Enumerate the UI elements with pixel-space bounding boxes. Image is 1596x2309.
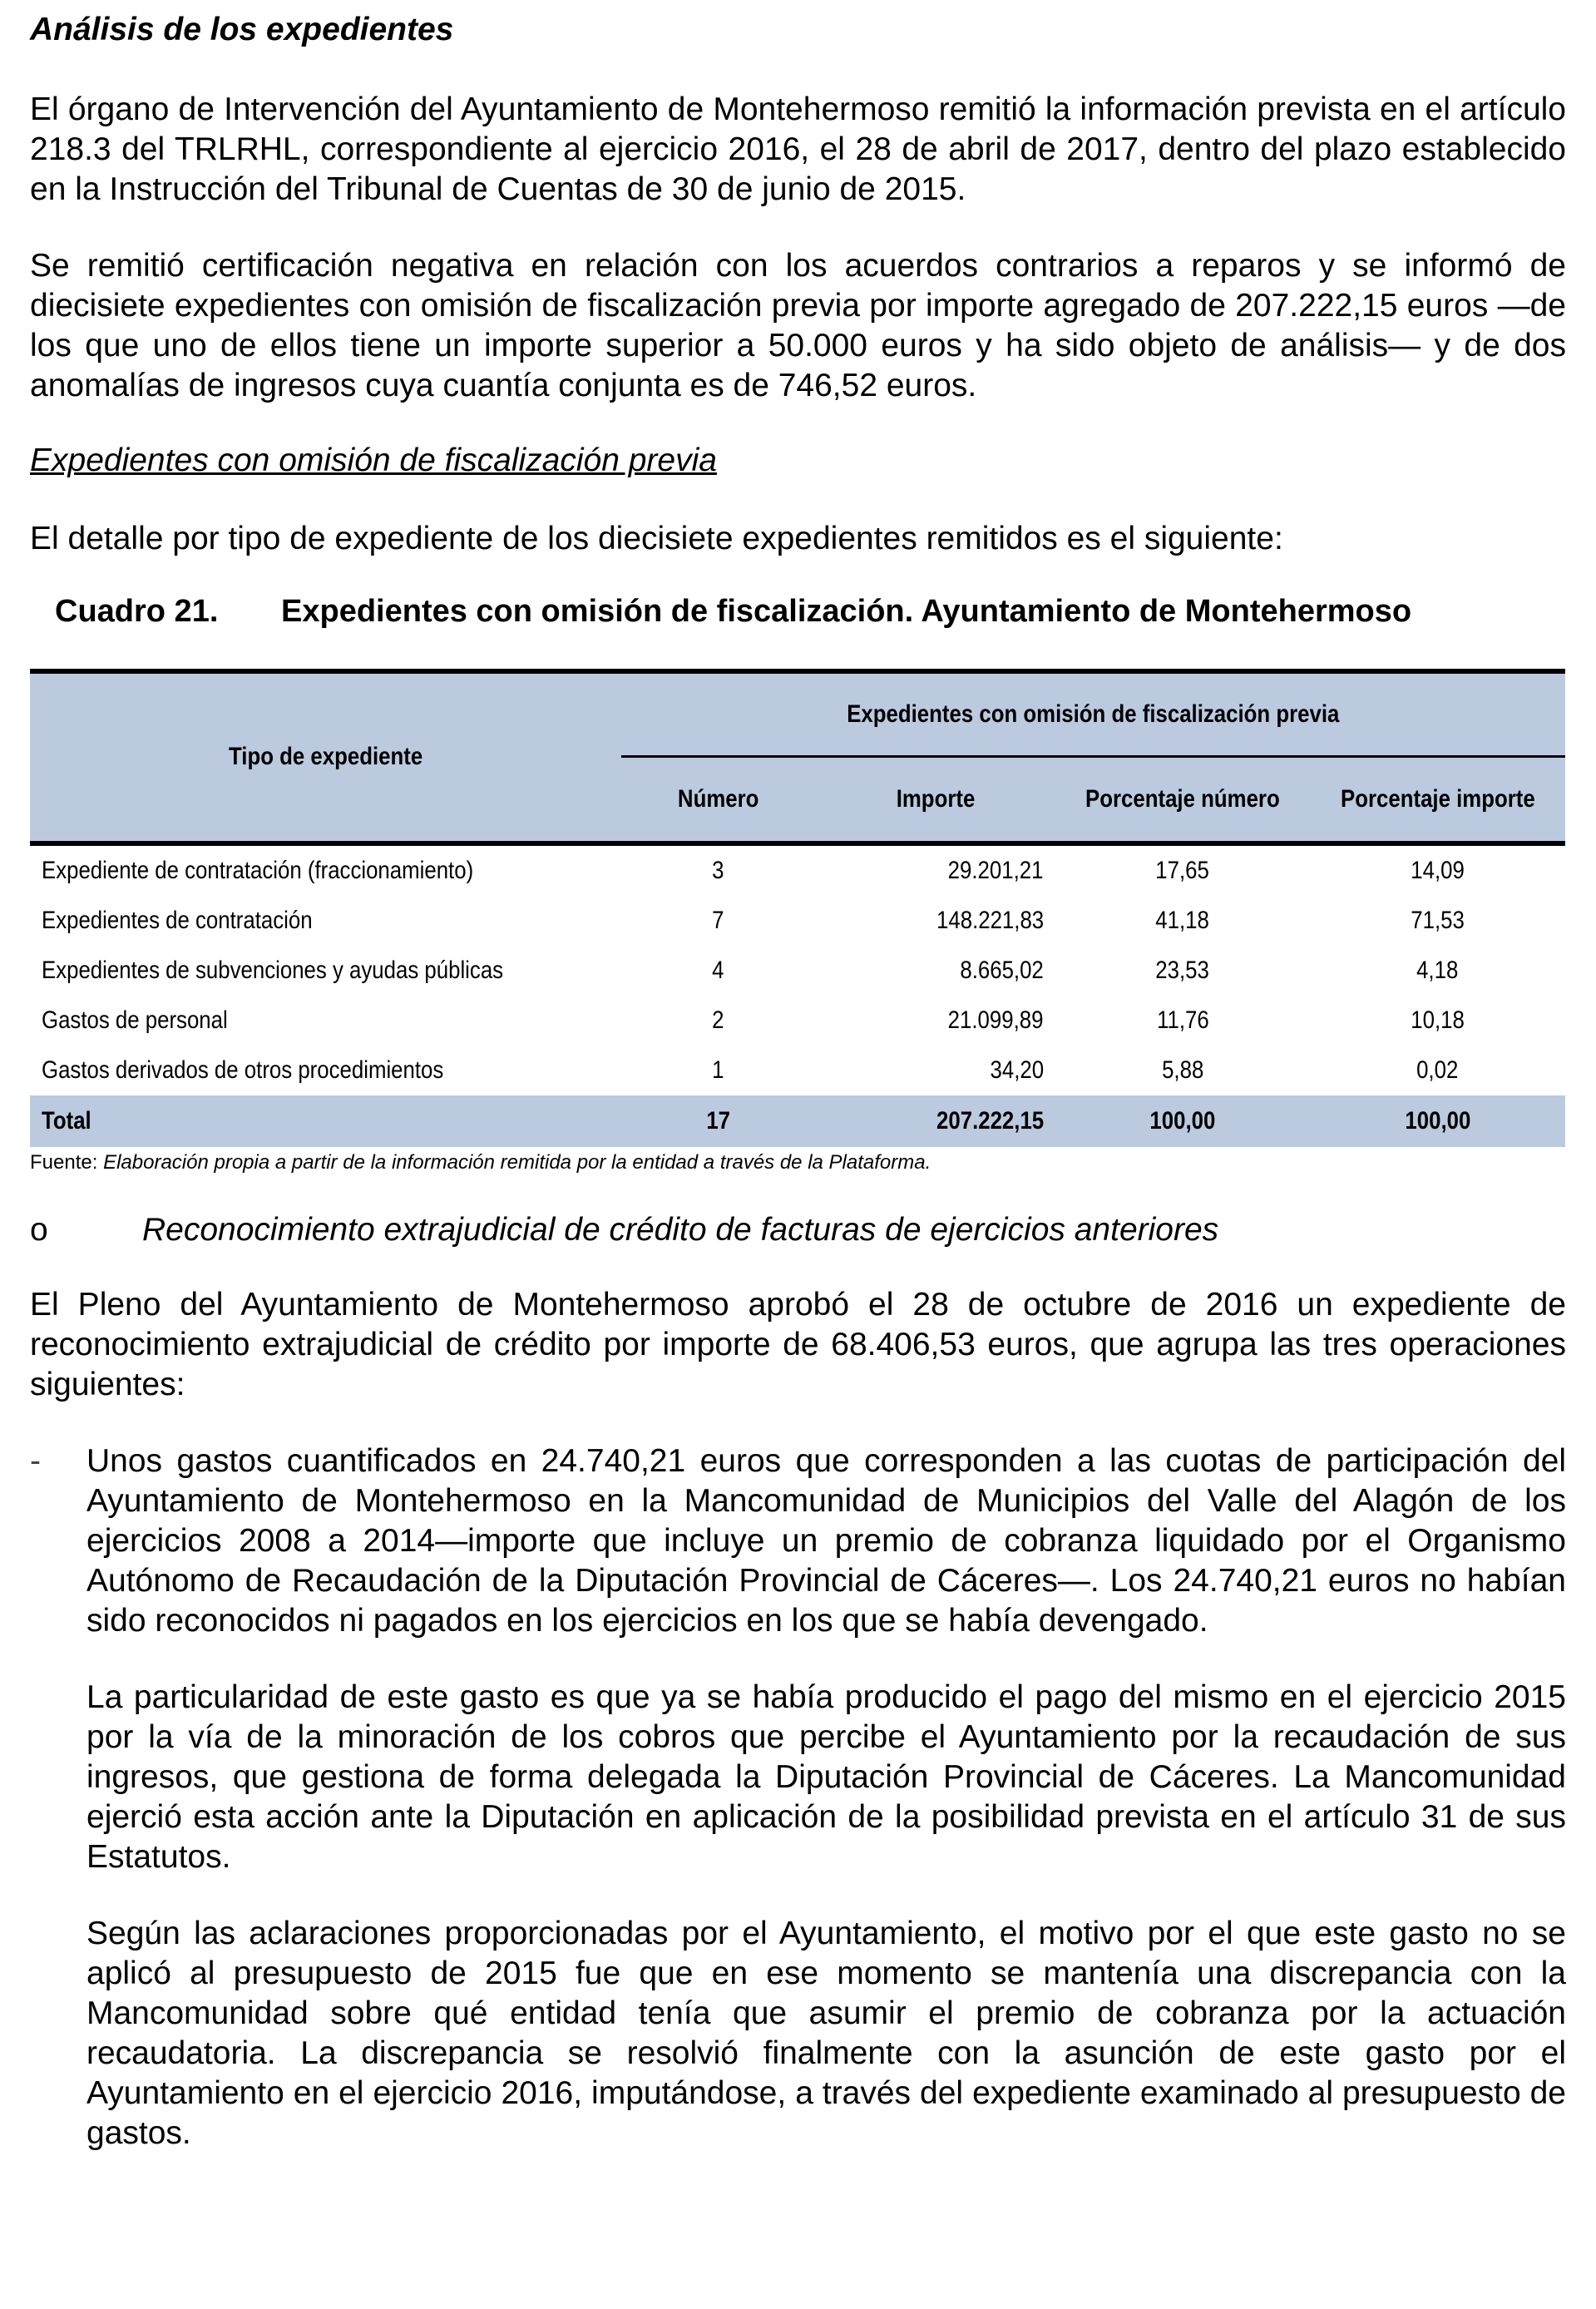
cell-pct-numero: 17,65: [1155, 856, 1210, 884]
cell-tipo: Gastos de personal: [42, 1006, 228, 1034]
cell-importe: 21.099,89: [948, 1006, 1044, 1034]
caption-title: Expedientes con omisión de fiscalización. Ayuntamiento de Montehermoso: [281, 594, 1412, 629]
source-label: Fuente:: [30, 1150, 98, 1174]
paragraph-aclaraciones: Según las aclaraciones proporcionadas por el Ayuntamiento, el motivo por el que este gasto no se aplicó al presupuesto de 2015 fue que en ese momento se mantenía una discrepancia con la Mancomunidad sobre qué entidad tenía que asumir el premio de cobranza por la actuación recaudatoria. La discrepancia se resolvió finalmente con la asunción de este gasto por el Ayuntamiento en el ejercicio 2016, imputándose, a través del expediente examinado al presupuesto de gastos.: [86, 1915, 1566, 2151]
cell-tipo: Total: [30, 1095, 621, 1147]
cell-pct-numero: 100,00: [1055, 1095, 1310, 1147]
header-tipo: Tipo de expediente: [30, 671, 621, 843]
subheading-omision: Expedientes con omisión de fiscalización previa: [30, 443, 717, 478]
table-row: [30, 996, 1565, 1046]
cell-numero: 4: [712, 956, 724, 984]
cell-tipo: Gastos derivados de otros procedimientos: [42, 1056, 444, 1084]
cell-numero: 1: [712, 1056, 724, 1084]
cell-pct-importe: 0,02: [1416, 1056, 1459, 1084]
table-row: [30, 1046, 1565, 1095]
cell-tipo: Expedientes de contratación: [42, 906, 313, 934]
paragraph-pleno: El Pleno del Ayuntamiento de Montehermoso aprobó el 28 de octubre de 2016 un expediente de reconocimiento extrajudicial de crédito por importe de 68.406,53 euros, que agrupa las tres operaciones siguientes:: [30, 1286, 1566, 1402]
cell-pct-numero: 11,76: [1156, 1006, 1209, 1034]
paragraph-detalle: El detalle por tipo de expediente de los diecisiete expedientes remitidos es el siguiente:: [30, 521, 1283, 556]
cell-pct-importe: 100,00: [1310, 1095, 1565, 1147]
paragraph-intervencion: El órgano de Intervención del Ayuntamiento de Montehermoso remitió la información prevista en el artículo 218.3 del TRLRHL, correspondiente al ejercicio 2016, el 28 de abril de 2017, dentro del plazo establecido en la Instrucción del Tribunal de Cuentas de 30 de junio de 2015.: [30, 91, 1566, 207]
cell-tipo: Expediente de contratación (fraccionamiento): [42, 856, 474, 884]
cell-importe: 207.222,15: [815, 1095, 1055, 1147]
cell-importe: 8.665,02: [960, 956, 1044, 984]
cell-pct-importe: 10,18: [1411, 1006, 1465, 1034]
cell-pct-importe: 4,18: [1416, 956, 1459, 984]
bullet-text: Reconocimiento extrajudicial de crédito de facturas de ejercicios anteriores: [142, 1211, 1219, 1248]
table-row: [30, 843, 1565, 896]
table-caption: [30, 591, 1566, 632]
bullet-reconocimiento: [30, 1209, 1566, 1252]
source-text: Elaboración propia a partir de la información remitida por la entidad a través de la Plataforma.: [103, 1150, 931, 1174]
paragraph-particularidad: La particularidad de este gasto es que ya se había producido el pago del mismo en el ejercicio 2015 por la vía de la minoración de los cobros que percibe el Ayuntamiento por la recaudación de sus ingresos, que gestiona de forma delegada la Diputación Provincial de Cáceres. La Mancomunidad ejerció esta acción ante la Diputación en aplicación de la posibilidad prevista en el artículo 31 de sus Estatutos.: [86, 1679, 1566, 1875]
paragraph-certificacion: Se remitió certificación negativa en relación con los acuerdos contrarios a reparos y se informó de diecisiete expedientes con omisión de fiscalización previa por importe agregado de 207.222,15 euros —de los que uno de ellos tiene un importe superior a 50.000 euros y ha sido objeto de análisis— y de dos anomalías de ingresos cuya cuantía conjunta es de 746,52 euros.: [30, 248, 1566, 403]
header-pct-importe: Porcentaje importe: [1310, 757, 1565, 843]
cell-importe: 29.201,21: [948, 856, 1044, 884]
cell-numero: 7: [712, 906, 724, 934]
cell-tipo: Expedientes de subvenciones y ayudas públicas: [42, 956, 504, 984]
cell-numero: 17: [621, 1095, 815, 1147]
table-source: [30, 1150, 1566, 1175]
table-row: [30, 946, 1565, 996]
dash-mark: -: [30, 1442, 41, 1479]
section-heading: Análisis de los expedientes: [30, 12, 454, 47]
cell-importe: 34,20: [990, 1056, 1044, 1084]
bullet-mark: o: [30, 1211, 48, 1248]
cell-pct-numero: 41,18: [1155, 906, 1210, 934]
header-numero: Número: [621, 757, 815, 843]
cell-importe: 148.221,83: [936, 906, 1044, 934]
table-row: [30, 896, 1565, 946]
list-item-text: Unos gastos cuantificados en 24.740,21 euros que corresponden a las cuotas de participación del Ayuntamiento de Montehermoso en la Mancomunidad de Municipios del Valle del Alagón de los ejercicios 2008 a 2014—importe que incluye un premio de cobranza liquidado por el Organismo Autónomo de Recaudación de la Diputación Provincial de Cáceres—. Los 24.740,21 euros no habían sido reconocidos ni pagados en los ejercicios en los que se había devengado.: [86, 1442, 1566, 1639]
cell-numero: 2: [712, 1006, 724, 1034]
header-group: Expedientes con omisión de fiscalización previa: [621, 671, 1565, 757]
cell-pct-importe: 14,09: [1411, 856, 1465, 884]
cell-pct-numero: 23,53: [1155, 956, 1210, 984]
cell-numero: 3: [712, 856, 724, 884]
header-pct-numero: Porcentaje número: [1055, 757, 1310, 843]
caption-number: Cuadro 21.: [55, 594, 219, 629]
cell-pct-importe: 71,53: [1411, 906, 1465, 934]
table-total-row: [30, 1095, 1565, 1147]
header-importe: Importe: [815, 757, 1055, 843]
list-item: [30, 1441, 1566, 1641]
expedientes-table: [30, 669, 1565, 1147]
cell-pct-numero: 5,88: [1161, 1056, 1204, 1084]
